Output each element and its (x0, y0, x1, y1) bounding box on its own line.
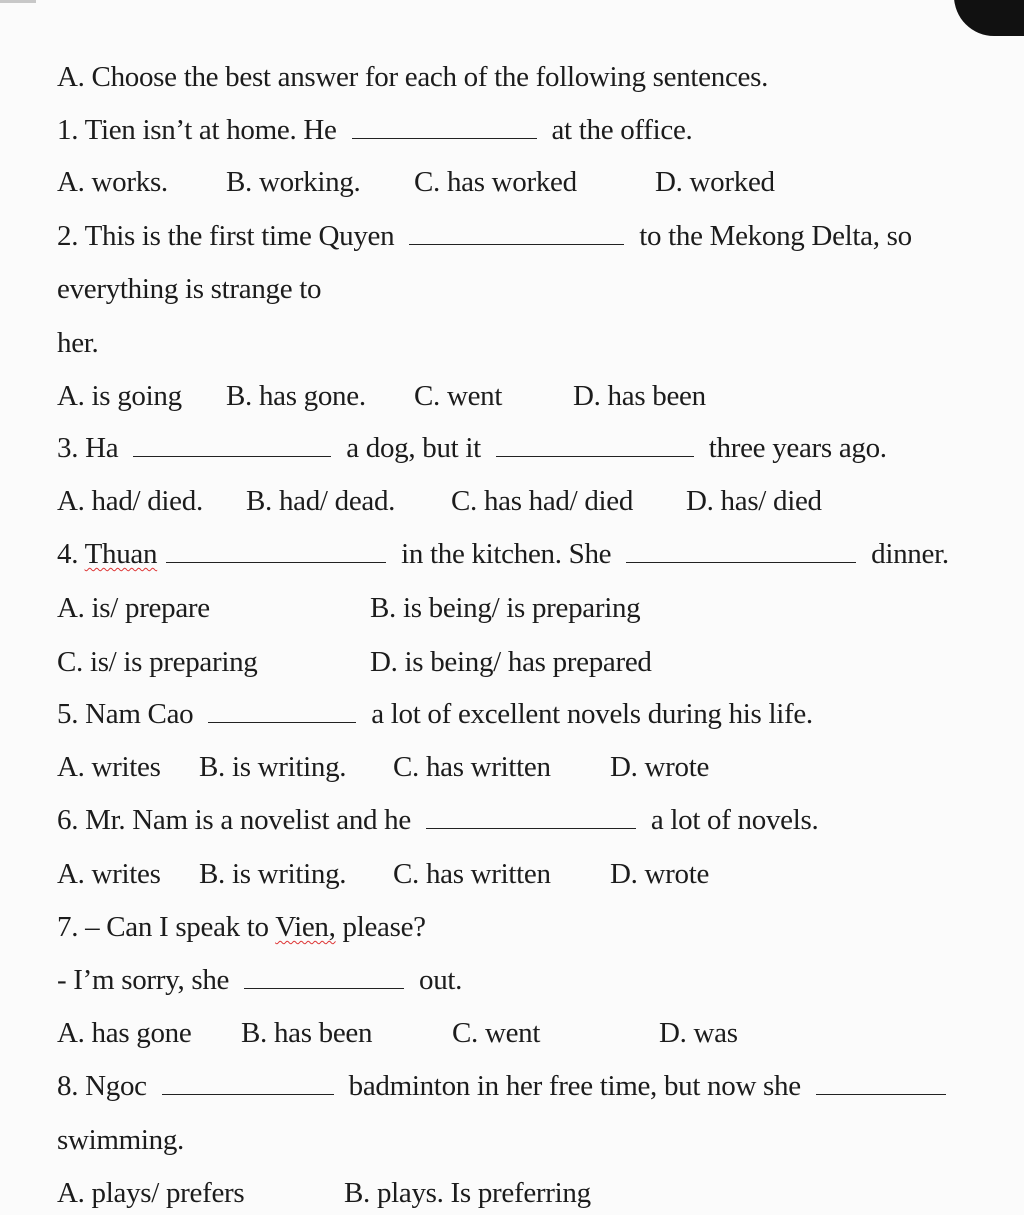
option-a[interactable]: A. is/ prepare (57, 592, 210, 624)
option-b[interactable]: B. is writing. (199, 858, 347, 890)
answer-blank[interactable] (208, 722, 356, 723)
corner-shadow (954, 0, 1024, 36)
answer-blank[interactable] (162, 1094, 334, 1095)
option-d[interactable]: D. is being/ has prepared (370, 646, 652, 678)
answer-blank[interactable] (244, 988, 404, 989)
option-c[interactable]: C. has worked (414, 166, 577, 198)
question-4-text: 4. Thuan in the kitchen. She dinner. (57, 538, 949, 570)
question-7-reply: - I’m sorry, she out. (57, 964, 463, 996)
spellcheck-word: Vien, (275, 911, 336, 943)
question-3-text: 3. Ha a dog, but it three years ago. (57, 432, 887, 464)
option-a[interactable]: A. plays/ prefers (57, 1177, 245, 1209)
option-c[interactable]: C. went (452, 1017, 541, 1049)
option-b[interactable]: B. working. (226, 166, 361, 198)
question-8-text: 8. Ngoc badminton in her free time, but now she (57, 1069, 946, 1103)
answer-blank[interactable] (626, 562, 856, 563)
question-2-continuation: everything is strange to (57, 273, 322, 305)
option-c[interactable]: C. went (414, 380, 503, 412)
option-d[interactable]: D. wrote (610, 751, 710, 783)
option-d[interactable]: D. was (659, 1017, 738, 1049)
question-2-text: 2. This is the first time Quyen to the Mekong Delta, so (57, 220, 912, 252)
option-a[interactable]: A. has gone (57, 1017, 192, 1049)
option-d[interactable]: D. worked (655, 166, 775, 198)
option-c[interactable]: C. has had/ died (451, 485, 634, 517)
question-5-text: 5. Nam Cao a lot of excellent novels during his life. (57, 698, 813, 730)
option-b[interactable]: B. has been (241, 1017, 373, 1049)
question-7-text: 7. – Can I speak to Vien, please? (57, 911, 426, 943)
option-d[interactable]: D. has/ died (686, 485, 822, 517)
option-b[interactable]: B. is being/ is preparing (370, 592, 641, 624)
option-b[interactable]: B. has gone. (226, 380, 366, 412)
question-2-continuation: her. (57, 327, 99, 359)
question-6-text: 6. Mr. Nam is a novelist and he a lot of novels. (57, 804, 819, 836)
option-b[interactable]: B. had/ dead. (246, 485, 396, 517)
question-8-continuation: swimming. (57, 1124, 185, 1156)
option-c[interactable]: C. has written (393, 858, 551, 890)
answer-blank[interactable] (816, 1094, 946, 1095)
option-b[interactable]: B. is writing. (199, 751, 347, 783)
answer-blank[interactable] (409, 244, 624, 245)
answer-blank[interactable] (426, 828, 636, 829)
answer-blank[interactable] (133, 456, 331, 457)
option-a[interactable]: A. is going (57, 380, 182, 412)
option-d[interactable]: D. wrote (610, 858, 710, 890)
spellcheck-word: Thuan (84, 538, 158, 570)
answer-blank[interactable] (166, 562, 386, 563)
top-edge-mark (0, 0, 36, 3)
option-a[interactable]: A. works. (57, 166, 168, 198)
option-c[interactable]: C. has written (393, 751, 551, 783)
option-a[interactable]: A. had/ died. (57, 485, 203, 517)
exercise-heading: A. Choose the best answer for each of the following sentences. (57, 61, 769, 93)
option-d[interactable]: D. has been (573, 380, 706, 412)
answer-blank[interactable] (352, 138, 537, 139)
question-1-text: 1. Tien isn’t at home. He at the office. (57, 114, 693, 146)
option-a[interactable]: A. writes (57, 858, 161, 890)
answer-blank[interactable] (496, 456, 694, 457)
option-b[interactable]: B. plays. Is preferring (344, 1177, 591, 1209)
option-c[interactable]: C. is/ is preparing (57, 646, 258, 678)
option-a[interactable]: A. writes (57, 751, 161, 783)
